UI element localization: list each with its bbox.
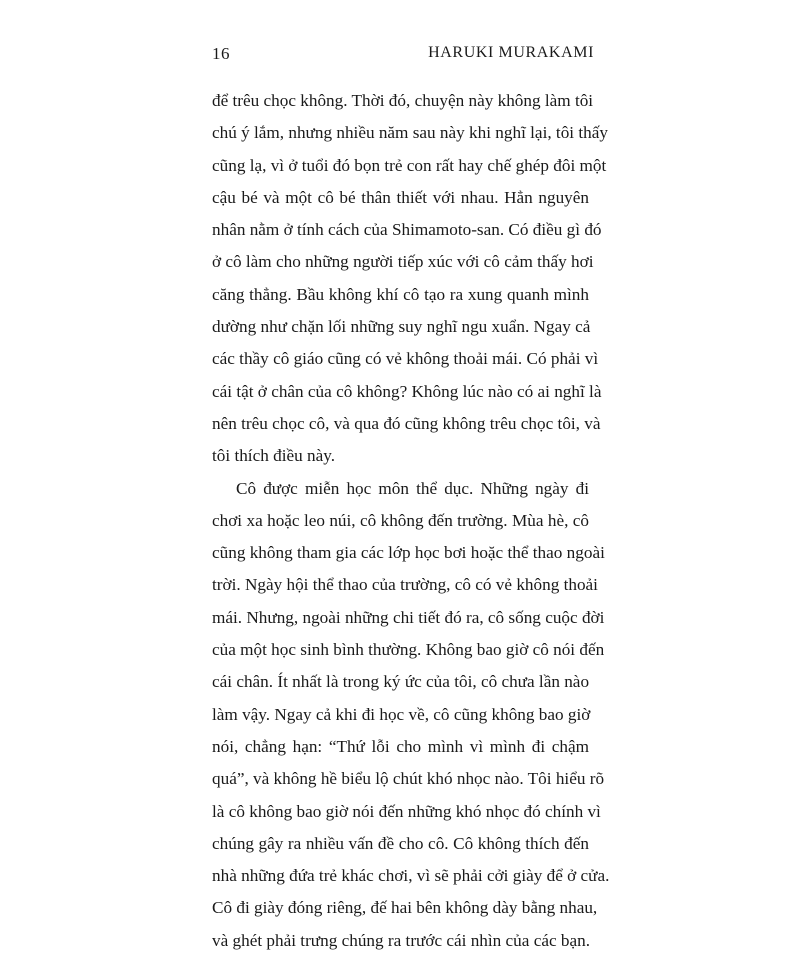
text-line: dường như chặn lối những suy nghĩ ngu xuẩn. Ngay cả [212,317,591,337]
text-line: cậu bé và một cô bé thân thiết với nhau. Hẳn nguyên [212,187,589,207]
page-number: 16 [212,44,230,63]
text-line: các thầy cô giáo cũng có vẻ không thoải mái. Có phải vì [212,349,599,369]
text-line: và ghét phải trưng chúng ra trước cái nhìn của các bạn. [212,930,590,950]
text-line: căng thẳng. Bầu không khí cô tạo ra xung quanh mình [212,284,589,304]
text-line: tôi thích điều này. [212,446,335,466]
text-line: cũng lạ, vì ở tuổi đó bọn trẻ con rất hay chế ghép đôi một [212,155,607,175]
text-line: làm vậy. Ngay cả khi đi học về, cô cũng không bao giờ [212,704,591,724]
text-line: nhân nằm ở tính cách của Shimamoto-san. Có điều gì đó [212,220,602,240]
text-line: cái tật ở chân của cô không? Không lúc nào có ai nghĩ là [212,381,602,401]
body-text [212,85,610,957]
text-line: là cô không bao giờ nói đến những khó nhọc đó chính vì [212,801,601,821]
text-line: nói, chẳng hạn: “Thứ lỗi cho mình vì mình đi chậm [212,736,589,756]
text-line: Cô đi giày đóng riêng, đế hai bên không dày bằng nhau, [212,898,598,918]
text-line: trời. Ngày hội thể thao của trường, cô có vẻ không thoải [212,575,598,595]
text-line: cũng không tham gia các lớp học bơi hoặc thể thao ngoài [212,543,605,563]
text-line: Cô được miễn học môn thể dục. Những ngày đi [236,478,589,498]
text-line: của một học sinh bình thường. Không bao giờ cô nói đến [212,640,605,660]
text-line: nhà những đứa trẻ khác chơi, vì sẽ phải cởi giày để ở cửa. [212,866,610,886]
text-line: mái. Nhưng, ngoài những chi tiết đó ra, cô sống cuộc đời [212,607,605,627]
text-line: chú ý lắm, nhưng nhiều năm sau này khi nghĩ lại, tôi thấy [212,123,608,143]
text-line: chúng gây ra nhiều vấn đề cho cô. Cô không thích đến [212,833,589,853]
text-line: chơi xa hoặc leo núi, cô không đến trường. Mùa hè, cô [212,510,589,530]
text-line: ở cô làm cho những người tiếp xúc với cô cảm thấy hơi [212,252,594,272]
text-line: nên trêu chọc cô, và qua đó cũng không trêu chọc tôi, và [212,413,601,433]
text-line: cái chân. Ít nhất là trong ký ức của tôi, cô chưa lần nào [212,672,590,692]
text-line: quá”, và không hề biểu lộ chút khó nhọc nào. Tôi hiểu rõ [212,769,605,789]
running-head: HARUKI MURAKAMI [428,44,594,61]
text-line: để trêu chọc không. Thời đó, chuyện này không làm tôi [212,91,594,110]
